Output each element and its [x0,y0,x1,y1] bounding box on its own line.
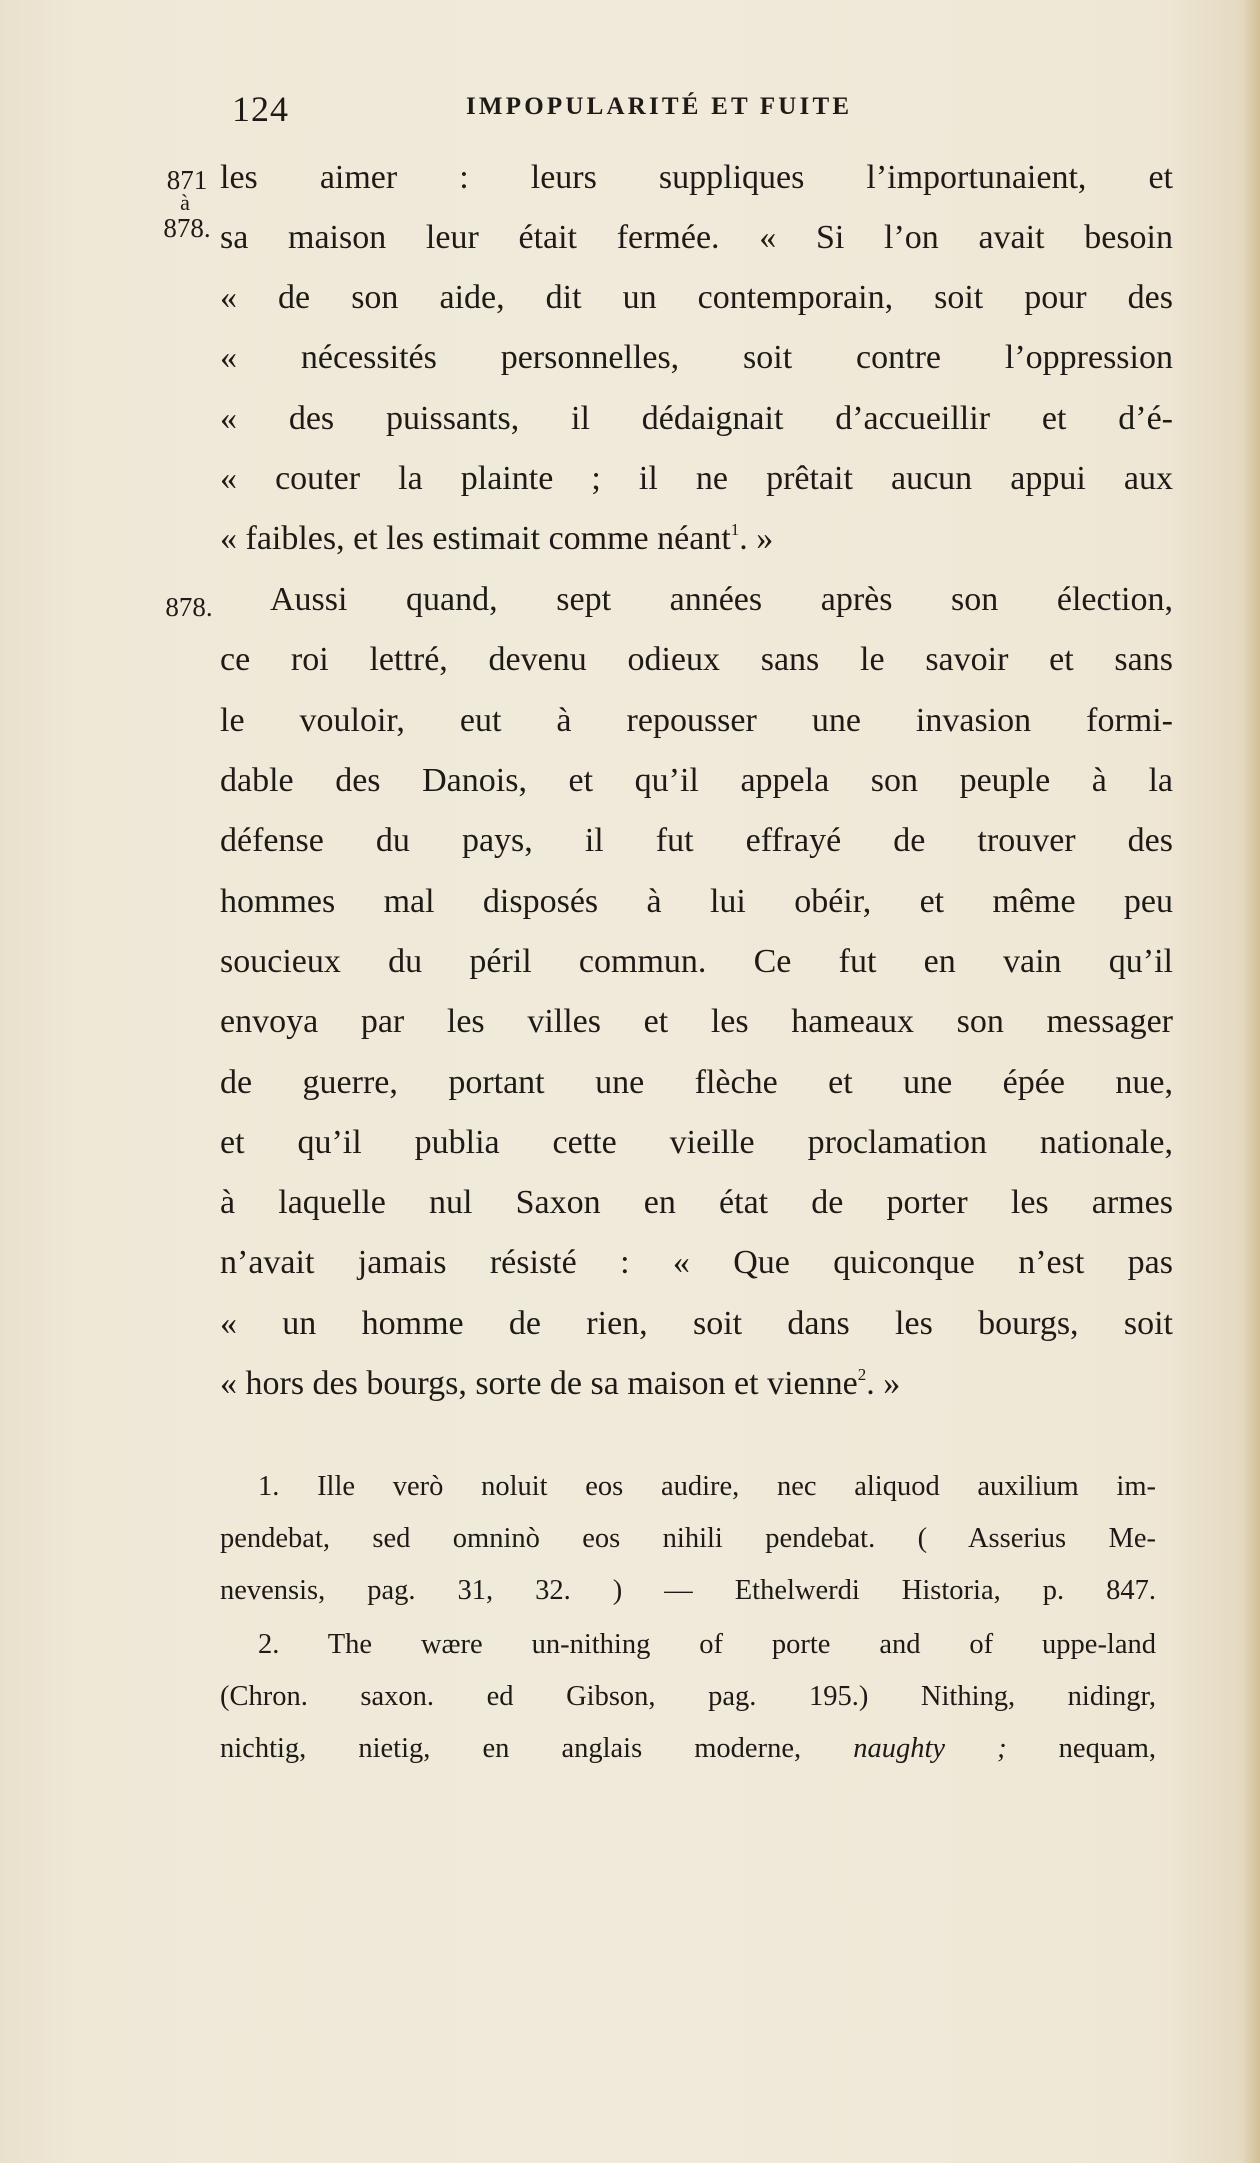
body-line-13: hommes mal disposés à lui obéir, et même peu [220,883,1173,920]
body-line-19: n’avait jamais résisté : « Que quiconque n’est pas [220,1244,1173,1281]
body-line-21 [220,1354,1173,1414]
body-line-11: dable des Danois, et qu’il appela son peuple à la [220,762,1173,799]
footnote-1-line-1: 1. Ille verò noluit eos audire, nec aliquod auxilium im- [258,1471,1156,1502]
body-line-10: le vouloir, eut à repousser une invasion formi- [220,702,1173,739]
margin-date-sep: à [180,190,190,215]
footnote-2-italic-word: naughty ; [853,1733,1007,1764]
body-line-9: ce roi lettré, devenu odieux sans le savoir et sans [220,641,1173,678]
footnote-2-line-3 [220,1723,1156,1775]
close-quote-1: . » [739,520,774,557]
margin-date-end: 878. [163,213,211,243]
margin-date-start: 871 [166,165,208,195]
body-line-2: sa maison leur était fermée. « Si l’on avait besoin [220,219,1173,256]
body-line-21-text: « hors des bourgs, sorte de sa maison et vienne [220,1365,858,1402]
body-line-12: défense du pays, il fut effrayé de trouver des [220,822,1173,859]
footnote-2-line-1: 2. The wære un-nithing of porte and of uppe-land [258,1629,1156,1660]
body-line-17: et qu’il publia cette vieille proclamation nationale, [220,1124,1173,1161]
margin-date-range [160,166,214,243]
footnote-2-line-2: (Chron. saxon. ed Gibson, pag. 195.) Nithing, nidingr, [220,1681,1156,1712]
body-line-16: de guerre, portant une flèche et une épée nue, [220,1064,1173,1101]
margin-date-single: 878. [165,592,213,622]
footnote-2-line-3-after: nequam, [1058,1733,1157,1764]
page-edge-shadow [1242,0,1260,2163]
body-line-3: « de son aide, dit un contemporain, soit pour des [220,279,1173,316]
body-line-14: soucieux du péril commun. Ce fut en vain qu’il [220,943,1173,980]
body-line-6: « couter la plainte ; il ne prêtait aucun appui aux [220,460,1173,497]
body-line-1: les aimer : leurs suppliques l’importunaient, et [220,159,1173,196]
page-number: 124 [232,89,289,129]
body-line-18: à laquelle nul Saxon en état de porter les armes [220,1184,1173,1221]
body-line-7-text: « faibles, et les estimait comme néant [220,520,731,557]
body-line-5: « des puissants, il dédaignait d’accueillir et d’é- [220,400,1173,437]
body-line-8: Aussi quand, sept années après son élection, [270,581,1173,618]
running-header [0,88,1260,128]
body-line-20: « un homme de rien, soit dans les bourgs, soit [220,1305,1173,1342]
footnote-ref-2: 2 [857,1365,867,1384]
footnote-1-line-3: nevensis, pag. 31, 32. ) — Ethelwerdi Historia, p. 847. [220,1575,1156,1606]
running-title: IMPOPULARITÉ ET FUITE [466,93,853,120]
body-line-4: « nécessités personnelles, soit contre l’oppression [220,339,1173,376]
footnote-1-line-2: pendebat, sed omninò eos nihili pendebat. ( Asserius Me- [220,1523,1156,1554]
footnote-ref-1: 1 [730,520,740,539]
body-line-7 [220,509,1173,569]
footnote-2-line-3-before: nichtig, nietig, en anglais moderne, [220,1733,802,1764]
body-line-15: envoya par les villes et les hameaux son messager [220,1003,1173,1040]
close-quote-2: . » [866,1365,901,1402]
